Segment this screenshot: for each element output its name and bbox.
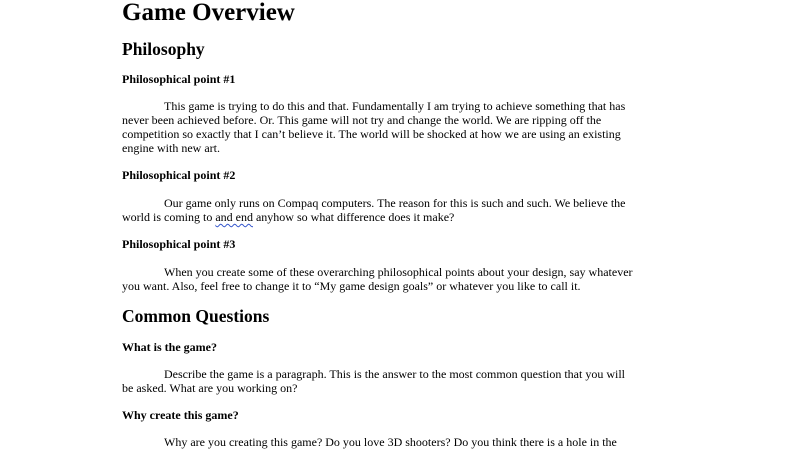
subheading-philosophical-point-2: Philosophical point #2 [122, 168, 236, 182]
paragraph-line: When you create some of these overarching philosophical points about your design, say whatever [164, 265, 633, 279]
paragraph-line: Describe the game is a paragraph. This is the answer to the most common question that you will [164, 367, 626, 381]
paragraph-philosophical-point-2 [122, 196, 642, 224]
paragraph-line: competition so exactly that I can’t believe it. The world will be shocked at how we are using an existing [122, 127, 621, 141]
grammar-flagged-text[interactable]: and end [215, 210, 253, 224]
text-run: world is coming to [122, 210, 216, 224]
paragraph-philosophical-point-3 [122, 265, 642, 293]
section-heading-philosophy: Philosophy [122, 39, 205, 59]
subheading-why-create-this-game: Why create this game? [122, 408, 239, 422]
paragraph-why-create-this-game [122, 435, 642, 449]
subheading-what-is-the-game: What is the game? [122, 340, 217, 354]
paragraph-line: Why are you creating this game? Do you love 3D shooters? Do you think there is a hole in the [164, 435, 617, 449]
paragraph-what-is-the-game [122, 367, 642, 395]
paragraph-line [122, 210, 642, 224]
paragraph-line: be asked. What are you working on? [122, 381, 298, 395]
paragraph-line: Our game only runs on Compaq computers. The reason for this is such and such. We believe the [164, 196, 626, 210]
paragraph-line: This game is trying to do this and that. Fundamentally I am trying to achieve something that has [164, 99, 626, 113]
subheading-philosophical-point-1: Philosophical point #1 [122, 72, 236, 86]
subheading-philosophical-point-3: Philosophical point #3 [122, 237, 236, 251]
paragraph-line: you want. Also, feel free to change it to “My game design goals” or whatever you like to call it. [122, 279, 581, 293]
paragraph-philosophical-point-1 [122, 99, 642, 155]
section-heading-common-questions: Common Questions [122, 306, 270, 326]
paragraph-line: never been achieved before. Or. This game will not try and change the world. We are ripping off the [122, 113, 602, 127]
page-title: Game Overview [122, 0, 295, 26]
paragraph-line: engine with new art. [122, 141, 220, 155]
text-run: anyhow so what difference does it make? [252, 210, 455, 224]
